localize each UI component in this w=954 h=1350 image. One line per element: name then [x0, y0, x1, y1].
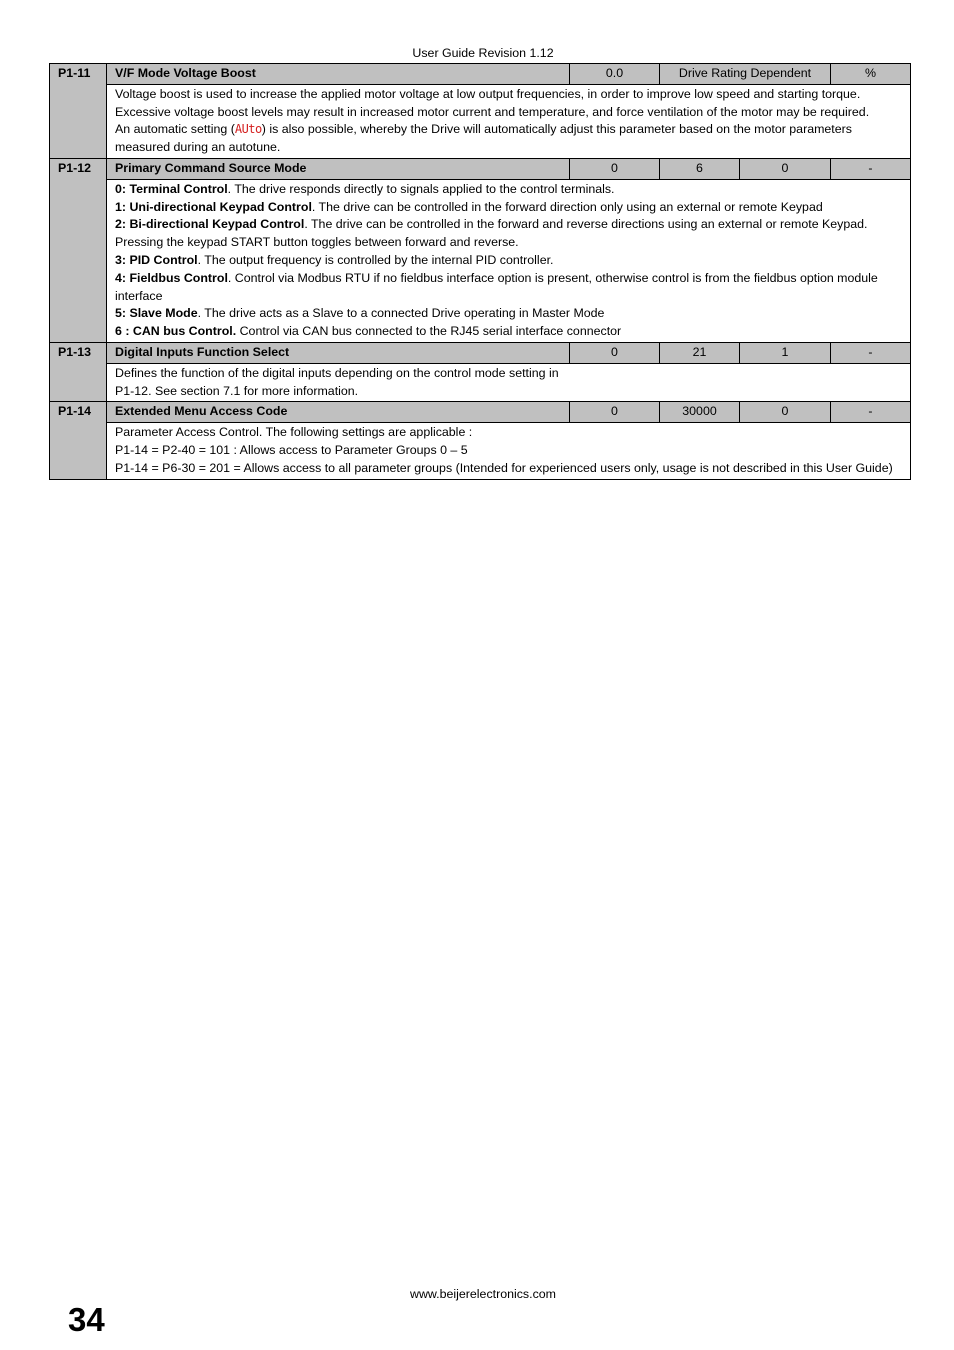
param-min: 0: [570, 402, 660, 423]
param-name: V/F Mode Voltage Boost: [107, 64, 570, 85]
param-id: P1-13: [50, 342, 107, 401]
param-desc-row-p1-13: [50, 363, 911, 402]
param-id: P1-11: [50, 64, 107, 159]
option-text: . The drive can be controlled in the forward direction only using an external or remote Keypad: [311, 199, 823, 214]
param-min: 0.0: [570, 64, 660, 85]
desc-text: An automatic setting (: [115, 122, 235, 137]
option-label: 6 : CAN bus Control.: [115, 324, 237, 339]
option-text: . Control via Modbus RTU if no fieldbus interface option is present, otherwise control is from the fieldbus option module interface: [115, 270, 878, 303]
option-text: . The drive can be controlled in the forward and reverse directions using an external or remote Keypad. Pressing the keypad START button toggles between forward and reverse.: [115, 217, 868, 250]
param-id: P1-14: [50, 402, 107, 479]
option-text: . The drive responds directly to signals applied to the control terminals.: [227, 181, 615, 196]
param-desc-row-p1-11: [50, 84, 911, 158]
param-row-p1-11: [50, 64, 911, 85]
footer-url: www.beijerelectronics.com: [410, 1287, 556, 1301]
param-name: Digital Inputs Function Select: [107, 342, 570, 363]
param-id: P1-12: [50, 158, 107, 342]
option-label: 3: PID Control: [115, 252, 198, 267]
option-item: [115, 199, 902, 217]
option-text: . The output frequency is controlled by the internal PID controller.: [197, 252, 554, 267]
parameter-table: [49, 63, 911, 480]
desc-text: ) is also possible, whereby the Drive will automatically adjust this parameter based on the motor parameters measured during an autotune.: [115, 122, 852, 155]
option-item: [115, 323, 902, 341]
option-item: [115, 305, 902, 323]
param-max: Drive Rating Dependent: [660, 64, 831, 85]
param-description: [107, 423, 911, 479]
option-label: 0: Terminal Control: [115, 181, 228, 196]
option-label: 4: Fieldbus Control: [115, 270, 228, 285]
param-row-p1-14: [50, 402, 911, 423]
desc-paragraph: P1-14 = P2-40 = 101 : Allows access to Parameter Groups 0 – 5: [115, 442, 468, 457]
param-row-p1-13: [50, 342, 911, 363]
param-description: [107, 84, 911, 158]
param-default: 0: [740, 158, 831, 179]
param-units: -: [831, 158, 911, 179]
desc-paragraph: Voltage boost is used to increase the applied motor voltage at low output frequencies, in order to improve low speed and starting torque. Excessive voltage boost levels may result in increased motor current and temperature, and force ventilation of the motor may be required.: [115, 86, 870, 119]
option-label: 2: Bi-directional Keypad Control: [115, 217, 305, 232]
param-max: 21: [660, 342, 740, 363]
desc-paragraph: Defines the function of the digital inputs depending on the control mode setting in: [115, 365, 559, 380]
option-item: [115, 252, 902, 270]
desc-paragraph: Parameter Access Control. The following settings are applicable :: [115, 425, 473, 440]
option-label: 1: Uni-directional Keypad Control: [115, 199, 312, 214]
param-units: %: [831, 64, 911, 85]
param-max: 30000: [660, 402, 740, 423]
param-min: 0: [570, 158, 660, 179]
param-description: [107, 179, 911, 342]
option-text: . The drive acts as a Slave to a connected Drive operating in Master Mode: [197, 306, 605, 321]
param-units: -: [831, 342, 911, 363]
option-item: [115, 216, 902, 252]
param-desc-row-p1-12: [50, 179, 911, 342]
param-units: -: [831, 402, 911, 423]
param-description: [107, 363, 911, 402]
param-default: 1: [740, 342, 831, 363]
option-label: 5: Slave Mode: [115, 306, 198, 321]
option-item: [115, 181, 902, 199]
desc-paragraph: P1-12. See section 7.1 for more information.: [115, 383, 359, 398]
param-default: 0: [740, 402, 831, 423]
option-item: [115, 270, 902, 306]
desc-paragraph: [115, 121, 902, 157]
page-number: 34: [68, 1301, 105, 1338]
auto-display-text: AUto: [234, 122, 262, 137]
param-desc-row-p1-14: [50, 423, 911, 479]
param-max: 6: [660, 158, 740, 179]
page-header-title: User Guide Revision 1.12: [412, 46, 554, 60]
option-text: Control via CAN bus connected to the RJ45 serial interface connector: [236, 324, 622, 339]
param-min: 0: [570, 342, 660, 363]
param-row-p1-12: [50, 158, 911, 179]
param-name: Primary Command Source Mode: [107, 158, 570, 179]
param-name: Extended Menu Access Code: [107, 402, 570, 423]
desc-paragraph: P1-14 = P6-30 = 201 = Allows access to all parameter groups (Intended for experienced users only, usage is not described in this User Guide): [115, 460, 893, 475]
